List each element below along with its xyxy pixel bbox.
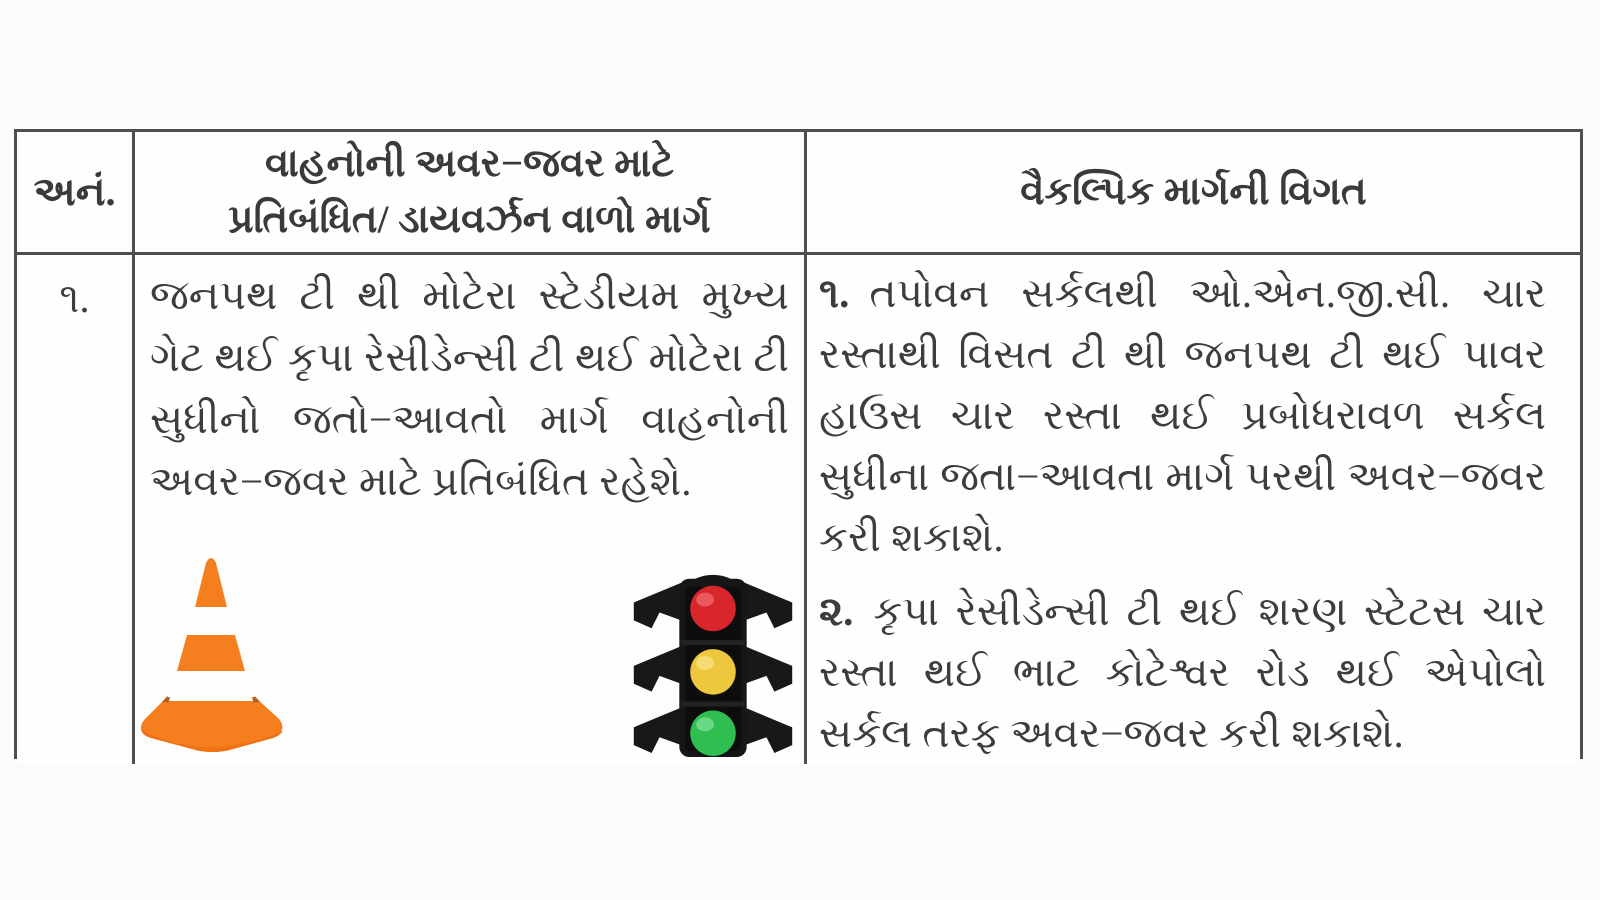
header-restricted-line1: વાહનોની અવર−જવર માટે — [264, 142, 675, 185]
header-restricted-route — [135, 132, 807, 255]
alternative-route-1 — [819, 263, 1546, 568]
alternative-route-1-text: તપોવન સર્કલથી ઓ.એન.જી.સી. ચાર રસ્તાથી વિસત ટી થી જનપથ ટી થઈ પાવર હાઉસ ચાર રસ્તા થઈ પ્રબોધરાવળ સર્કલ સુધીના જતા−આવતા માર્ગ પરથી અવર−જવર કરી શકાશે. — [819, 270, 1546, 560]
restricted-route-cell — [135, 255, 807, 764]
alternative-route-2 — [819, 581, 1546, 764]
traffic-light-icon — [629, 557, 797, 759]
alternative-route-2-number: ૨. — [819, 588, 854, 634]
restricted-route-text: જનપથ ટી થી મોટેરા સ્ટેડીયમ મુખ્ય ગેટ થઈ કૃપા રેસીડેન્સી ટી થઈ મોટેરા ટી સુધીનો જતો−આવતો માર્ગ વાહનોની અવર−જવર માટે પ્રતિબંધિત રહેશે. — [150, 272, 789, 504]
alternative-route-2-text: કૃપા રેસીડેન્સી ટી થઈ શરણ સ્ટેટસ ચાર રસ્તા થઈ ભાટ કોટેશ્વર રોડ થઈ એપોલો સર્કલ તરફ અવર−જવર કરી શકાશે. — [819, 588, 1546, 756]
traffic-diversion-table — [14, 129, 1583, 759]
header-serial-no — [17, 132, 135, 255]
traffic-cone-icon — [137, 551, 285, 753]
row-serial-number: ૧. — [59, 275, 90, 321]
header-serial-label: અનં. — [33, 169, 116, 214]
row-serial-cell — [17, 255, 135, 764]
header-alternative-label: વૈકલ્પિક માર્ગની વિગત — [1020, 170, 1367, 213]
alternative-route-cell — [807, 255, 1580, 764]
alternative-route-1-number: ૧. — [819, 270, 850, 316]
header-alternative-route — [807, 132, 1580, 255]
header-restricted-line2: પ્રતિબંધિત/ ડાયવર્ઝન વાળો માર્ગ — [228, 198, 711, 241]
